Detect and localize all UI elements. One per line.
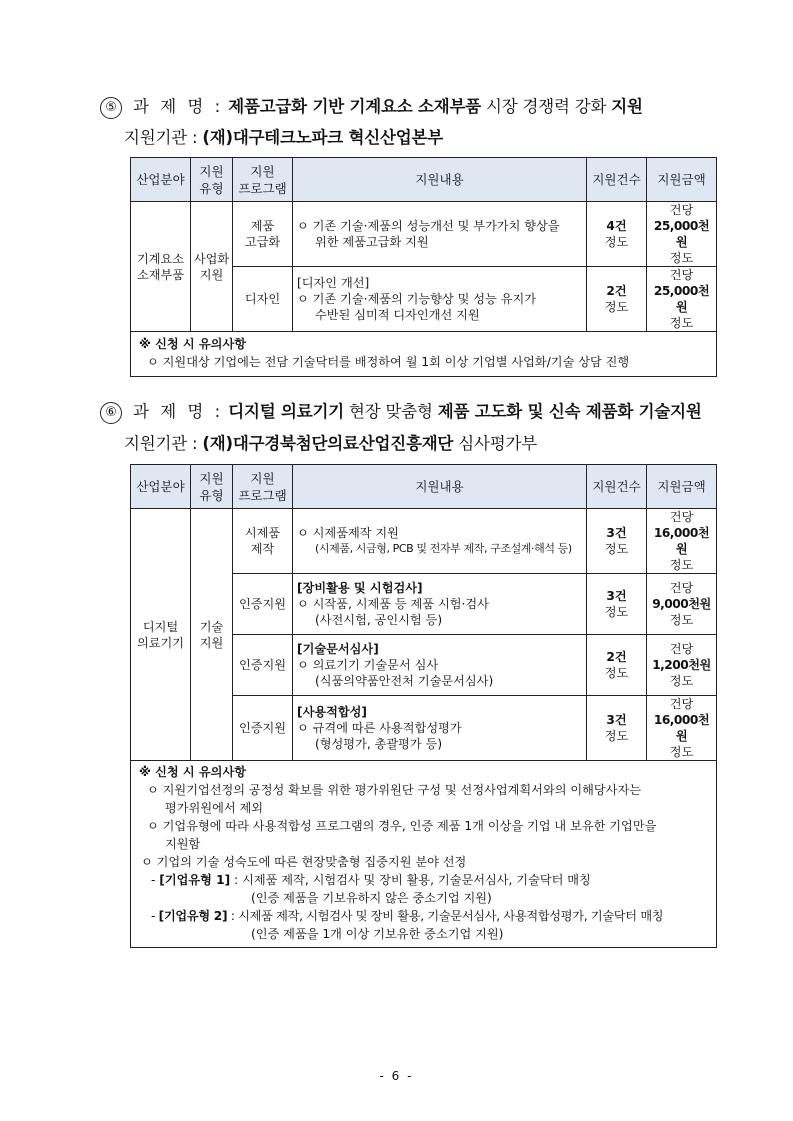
- count-value: 4건: [606, 219, 627, 233]
- header-content: 지원내용: [293, 465, 587, 509]
- program-cell: 제품 고급화: [233, 202, 293, 267]
- program-cell: 인증지원: [233, 635, 293, 696]
- content-bracket: [사용적합성]: [297, 705, 368, 719]
- count-unit: 정도: [604, 300, 629, 314]
- count-cell: [587, 696, 647, 761]
- support-type-cell: 기술 지원: [191, 509, 233, 761]
- task-title-part: 시장 경쟁력 강화: [480, 97, 612, 116]
- header-type: 지원 유형: [191, 158, 233, 202]
- header-count: 지원건수: [587, 158, 647, 202]
- header-amount: 지원금액: [647, 465, 717, 509]
- count-unit: 정도: [604, 605, 629, 619]
- org-name: (재)대구테크노파크 혁신산업본부: [202, 128, 443, 147]
- header-program: 지원 프로그램: [233, 158, 293, 202]
- task-title-part: 현장 맞춤형: [343, 402, 438, 421]
- count-unit: 정도: [604, 542, 629, 556]
- header-type: 지원 유형: [191, 465, 233, 509]
- amount-cell: [647, 509, 717, 574]
- task-title-part: 디지털 의료기기: [228, 402, 344, 421]
- amount-prefix: 건당: [669, 697, 694, 711]
- support-table-5: [130, 157, 717, 377]
- task-title-part: 제품고급화 기반 기계요소 소재부품: [228, 97, 481, 116]
- notes-title: ※ 신청 시 유의사항: [139, 765, 246, 779]
- program-cell: 시제품 제작: [233, 509, 293, 574]
- content-bullet: ㅇ 의료기기 기술문서 심사: [297, 658, 439, 672]
- content-bullet: ㅇ 기존 기술·제품의 성능개선 및 부가가치 향상을: [297, 219, 560, 233]
- count-unit: 정도: [604, 729, 629, 743]
- company-type-label: [기업유형 2]: [158, 909, 228, 923]
- content-bracket: [장비활용 및 시험검사]: [297, 581, 423, 595]
- count-unit: 정도: [604, 235, 629, 249]
- amount-cell: [647, 202, 717, 267]
- content-bullet: ㅇ 시작품, 시제품 등 제품 시험·검사: [297, 597, 489, 611]
- content-sub: (형성평가, 총괄평가 등): [315, 737, 443, 751]
- note-item: ㅇ 지원대상 기업에는 전담 기술닥터를 배정하여 월 1회 이상 기업별 사업화/기술 상담 진행: [147, 355, 630, 369]
- notes-title: ※ 신청 시 유의사항: [139, 337, 246, 351]
- content-sub: (시제품, 시금형, PCB 및 전자부 제작, 구조설계·해석 등): [315, 542, 572, 555]
- task-title-part: 지원: [611, 97, 643, 116]
- task-label: 과 제 명 :: [133, 97, 224, 116]
- content-sub: (사전시험, 공인시험 등): [315, 613, 443, 627]
- program-cell: 인증지원: [233, 574, 293, 635]
- industry-field-cell: 기계요소 소재부품: [131, 202, 191, 332]
- content-bracket: [기술문서심사]: [297, 642, 379, 656]
- amount-prefix: 건당: [669, 203, 694, 217]
- company-type-label: [기업유형 1]: [159, 873, 231, 887]
- amount-unit: 정도: [669, 558, 694, 572]
- task-title-part: 제품 고도화 및 신속 제품화 기술지원: [437, 402, 702, 421]
- table-header-row: [131, 465, 717, 509]
- note-sub-cont: (인증 제품을 1개 이상 기보유한 중소기업 지원): [251, 927, 504, 941]
- amount-cell: [647, 635, 717, 696]
- content-bullet: ㅇ 시제품제작 지원: [297, 526, 399, 540]
- content-sub: 수반된 심미적 디자인개선 지원: [315, 308, 480, 322]
- amount-prefix: 건당: [669, 642, 694, 656]
- support-table-6: [130, 464, 717, 948]
- amount-cell: [647, 267, 717, 332]
- amount-value: 25,000천원: [653, 219, 710, 249]
- content-cell: [293, 509, 587, 574]
- page-number: - 6 -: [379, 1069, 414, 1083]
- count-cell: [587, 202, 647, 267]
- amount-unit: 정도: [669, 251, 694, 265]
- section-5-org-line: [124, 124, 443, 148]
- amount-unit: 정도: [669, 316, 694, 330]
- note-sub-cont: (인증 제품을 기보유하지 않은 중소기업 지원): [251, 891, 492, 905]
- section-5-task-line: [100, 93, 643, 119]
- header-field: 산업분야: [131, 465, 191, 509]
- program-cell: 인증지원: [233, 696, 293, 761]
- count-cell: [587, 267, 647, 332]
- amount-prefix: 건당: [669, 581, 694, 595]
- header-amount: 지원금액: [647, 158, 717, 202]
- amount-value: 9,000천원: [652, 597, 711, 611]
- amount-prefix: 건당: [669, 510, 694, 524]
- count-unit: 정도: [604, 666, 629, 680]
- amount-cell: [647, 696, 717, 761]
- content-sub: 위한 제품고급화 지원: [315, 235, 429, 249]
- content-bullet: ㅇ 기존 기술·제품의 기능향상 및 성능 유지가: [297, 292, 537, 306]
- count-value: 2건: [606, 284, 627, 298]
- content-sub: (식품의약품안전처 기술문서심사): [315, 674, 494, 688]
- header-field: 산업분야: [131, 158, 191, 202]
- count-value: 3건: [606, 713, 627, 727]
- section-number-badge: ⑥: [100, 402, 122, 424]
- company-type-desc: : 시제품 제작, 시험검사 및 장비 활용, 기술문서심사, 사용적합성평가, 기술닥터 매칭: [230, 909, 664, 923]
- count-cell: [587, 635, 647, 696]
- notes-cell: [131, 761, 717, 948]
- notes-cell: [131, 332, 717, 377]
- table-header-row: [131, 158, 717, 202]
- company-type-desc: : 시제품 제작, 시험검사 및 장비 활용, 기술문서심사, 기술닥터 매칭: [234, 873, 591, 887]
- note-item-cont: 지원함: [165, 837, 201, 851]
- note-item: ㅇ 지원기업선정의 공정성 확보를 위한 평가위원단 구성 및 선정사업계획서와의 이해당사자는: [147, 783, 642, 797]
- note-sub-item: - [기업유형 1] : 시제품 제작, 시험검사 및 장비 활용, 기술문서심사, 기술닥터 매칭: [151, 873, 591, 887]
- org-label: 지원기관 :: [124, 434, 203, 453]
- note-sub-item: - [기업유형 2] : 시제품 제작, 시험검사 및 장비 활용, 기술문서심사, 사용적합성평가, 기술닥터 매칭: [151, 909, 664, 923]
- content-bracket: [디자인 개선]: [297, 276, 370, 290]
- amount-value: 16,000천원: [653, 526, 710, 556]
- amount-value: 16,000천원: [653, 713, 710, 743]
- header-count: 지원건수: [587, 465, 647, 509]
- amount-unit: 정도: [669, 745, 694, 759]
- content-cell: [293, 574, 587, 635]
- header-content: 지원내용: [293, 158, 587, 202]
- industry-field-cell: 디지털 의료기기: [131, 509, 191, 761]
- notes-row: [131, 761, 717, 948]
- amount-value: 1,200천원: [652, 658, 711, 672]
- content-cell: [293, 635, 587, 696]
- count-value: 3건: [606, 526, 627, 540]
- org-division: 심사평가부: [453, 434, 537, 453]
- table-row: [131, 509, 717, 574]
- program-cell: 디자인: [233, 267, 293, 332]
- org-name: (재)대구경북첨단의료산업진흥재단: [202, 434, 454, 453]
- support-type-cell: 사업화 지원: [191, 202, 233, 332]
- amount-unit: 정도: [669, 613, 694, 627]
- section-number-badge: ⑤: [100, 97, 122, 119]
- amount-value: 25,000천원: [653, 284, 710, 314]
- table-row: [131, 202, 717, 267]
- count-value: 2건: [606, 650, 627, 664]
- content-cell: [293, 202, 587, 267]
- content-cell: [293, 696, 587, 761]
- section-6-org-line: [124, 430, 537, 454]
- task-label: 과 제 명 :: [133, 402, 224, 421]
- header-program: 지원 프로그램: [233, 465, 293, 509]
- section-6-task-line: [100, 398, 702, 424]
- amount-prefix: 건당: [669, 268, 694, 282]
- note-item: ㅇ 기업의 기술 성숙도에 따른 현장맞춤형 집중지원 분야 선정: [141, 855, 467, 869]
- org-label: 지원기관 :: [124, 128, 203, 147]
- note-item-cont: 평가위원에서 제외: [165, 801, 264, 815]
- notes-row: [131, 332, 717, 377]
- content-cell: [293, 267, 587, 332]
- count-cell: [587, 509, 647, 574]
- count-value: 3건: [606, 589, 627, 603]
- count-cell: [587, 574, 647, 635]
- note-item: ㅇ 기업유형에 따라 사용적합성 프로그램의 경우, 인증 제품 1개 이상을 기업 내 보유한 기업만을: [147, 819, 657, 833]
- content-bullet: ㅇ 규격에 따른 사용적합성평가: [297, 721, 462, 735]
- amount-cell: [647, 574, 717, 635]
- amount-unit: 정도: [669, 674, 694, 688]
